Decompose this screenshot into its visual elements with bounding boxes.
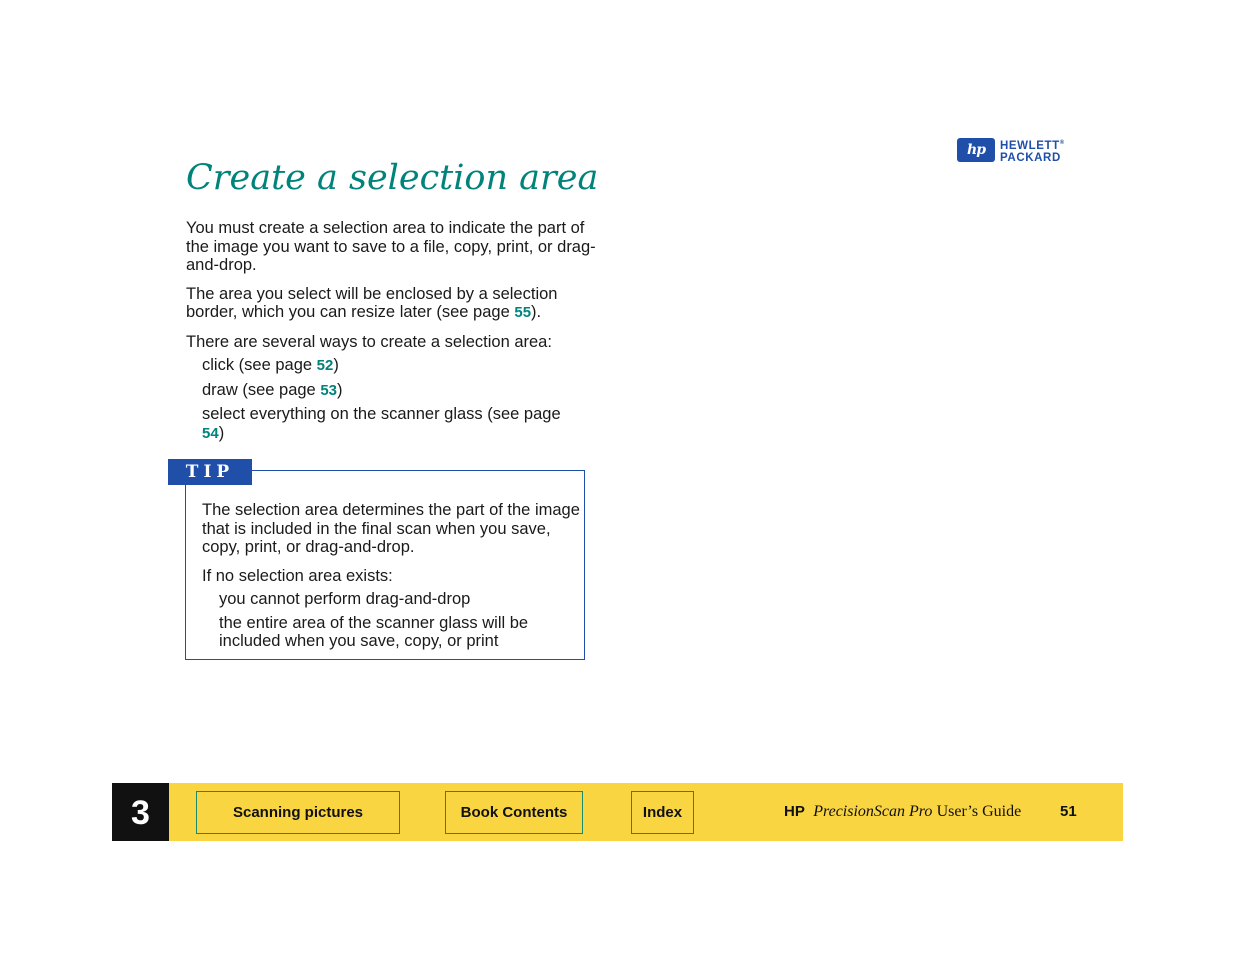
list-item-end: ) (337, 380, 343, 399)
logo-line-1: HEWLETT (1000, 139, 1060, 152)
page-link-55[interactable]: 55 (514, 304, 532, 321)
page-number: 51 (1060, 803, 1077, 820)
hp-logo-icon: hp (957, 138, 995, 162)
logo-line-2: PACKARD (1000, 151, 1061, 164)
page-link-54[interactable]: 54 (202, 424, 219, 442)
index-button[interactable]: Index (631, 791, 694, 834)
tip-list-item: the entire area of the scanner glass will be included when you save, copy, or print (219, 613, 529, 650)
list-item (202, 381, 596, 401)
trademark-mark: ® (1059, 140, 1065, 146)
guide-label: User’s Guide (936, 803, 1022, 820)
guide-brand: HP (784, 803, 805, 820)
list-item-text: click (see page (202, 356, 317, 374)
page-title: Create a selection area (186, 158, 599, 198)
intro-paragraph: You must create a selection area to indicate the part of the image you want to save to a file, copy, print, or drag-and-drop. (186, 219, 596, 274)
border-paragraph (186, 285, 596, 323)
tip-label: TIP (168, 459, 252, 485)
tip-paragraph: The selection area determines the part of the image that is included in the final scan when you save, copy, print, or drag-and-drop. (202, 501, 580, 556)
page-link-52[interactable]: 52 (316, 357, 334, 374)
ways-paragraph: There are several ways to create a selection area: (186, 332, 552, 351)
book-contents-button[interactable]: Book Contents (445, 791, 583, 834)
chapter-tab: 3 (112, 783, 169, 841)
tip-list-item: you cannot perform drag-and-drop (219, 590, 471, 608)
guide-product: PrecisionScan Pro (813, 803, 933, 820)
list-item-text: draw (see page (202, 380, 321, 399)
scanning-pictures-button[interactable]: Scanning pictures (196, 791, 400, 834)
body-text (186, 219, 596, 448)
list-item (202, 356, 596, 376)
page-link-53[interactable]: 53 (320, 381, 338, 399)
tip-condition: If no selection area exists: (202, 566, 393, 585)
list-item-end: ) (333, 356, 339, 374)
list-item-text: select everything on the scanner glass (see page (202, 405, 561, 423)
hp-logo-wordmark (1000, 137, 1065, 164)
list-item (202, 405, 572, 443)
guide-title (784, 803, 1021, 821)
list-item-end: ) (218, 423, 225, 442)
border-paragraph-end: ). (531, 303, 542, 321)
tip-content (202, 501, 582, 656)
hp-logo (957, 137, 1065, 164)
border-paragraph-text: The area you select will be enclosed by a selection border, which you can resize later (see page (186, 284, 558, 321)
